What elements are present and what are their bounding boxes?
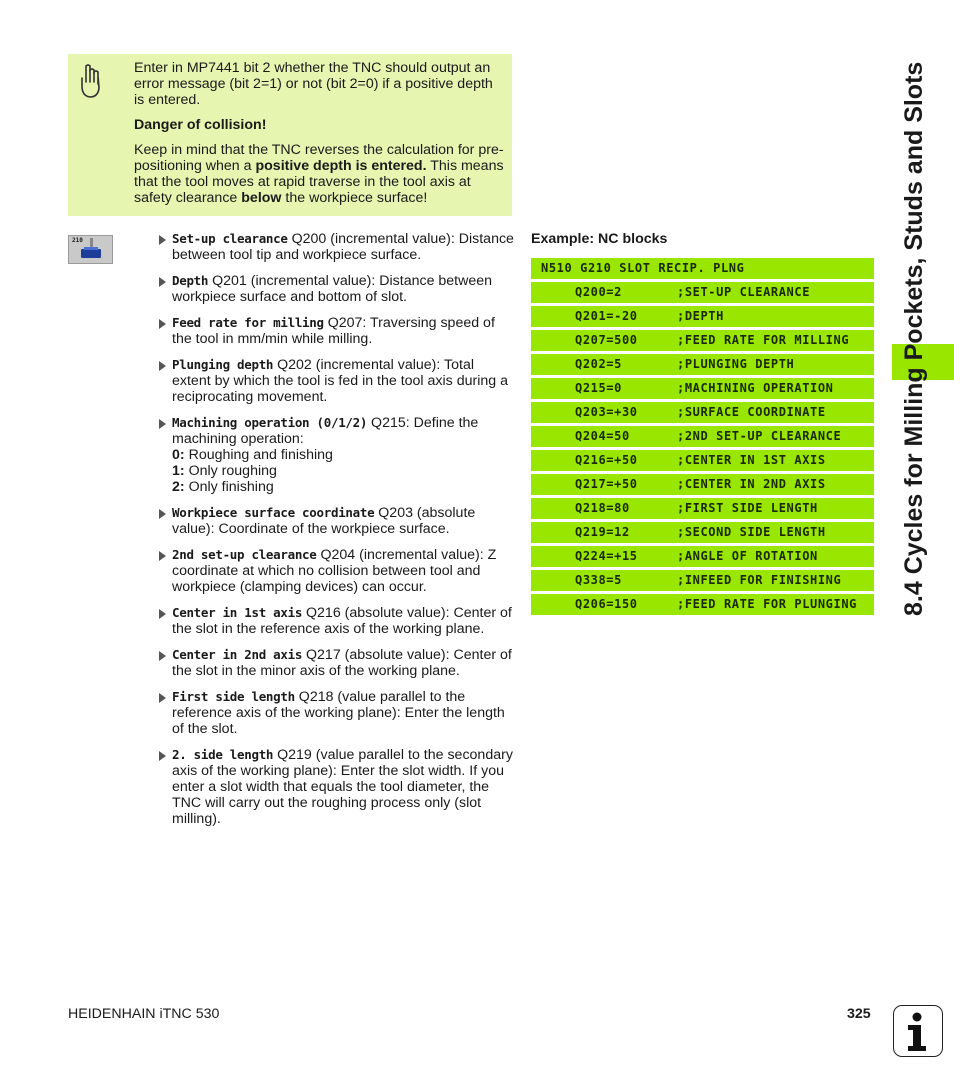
parameter-code: Depth [172, 273, 209, 288]
nc-param: Q224=+15 [575, 549, 638, 563]
nc-param: Q216=+50 [575, 453, 638, 467]
parameter-code: Center in 1st axis [172, 605, 303, 620]
nc-param: Q215=0 [575, 381, 622, 395]
option-label: Only roughing [184, 463, 277, 479]
nc-param: Q207=500 [575, 333, 638, 347]
arrow-right-icon [159, 551, 166, 561]
nc-row [531, 354, 874, 375]
nc-comment: ;SET-UP CLEARANCE [677, 285, 811, 299]
nc-param: Q201=-20 [575, 309, 638, 323]
nc-comment: ;SURFACE COORDINATE [677, 405, 826, 419]
section-title [893, 50, 935, 616]
nc-comment: ;CENTER IN 1ST AXIS [677, 453, 826, 467]
parameter-item [158, 273, 514, 305]
nc-param: Q217=+50 [575, 477, 638, 491]
nc-comment: ;SECOND SIDE LENGTH [677, 525, 826, 539]
nc-row [531, 330, 874, 351]
parameter-description: Q200 (incremental value): Distance between tool tip and workpiece surface. [172, 231, 514, 263]
parameter-description: Q201 (incremental value): Distance between workpiece surface and bottom of slot. [172, 273, 493, 305]
nc-comment: ;INFEED FOR FINISHING [677, 573, 842, 587]
page-number: 325 [847, 1006, 871, 1022]
parameter-description: Q202 (incremental value): Total extent by which the tool is fed in the tool axis during a reciprocating movement. [172, 357, 508, 405]
nc-header-text: N510 G210 SLOT RECIP. PLNG [541, 261, 745, 275]
nc-row [531, 402, 874, 423]
nc-row [531, 570, 874, 591]
parameter-item [158, 647, 514, 679]
section-title-text: 8.4 Cycles for Milling Pockets, Studs and Slots [900, 61, 928, 616]
nc-row [531, 450, 874, 471]
parameter-description: Q218 (value parallel to the reference axis of the working plane): Enter the length of the slot. [172, 689, 505, 737]
nc-row [531, 594, 874, 615]
parameter-item [158, 547, 514, 595]
nc-comment: ;FEED RATE FOR MILLING [677, 333, 850, 347]
parameter-item [158, 689, 514, 737]
arrow-right-icon [159, 235, 166, 245]
hand-pointing-icon [76, 64, 104, 100]
nc-comment: ;PLUNGING DEPTH [677, 357, 795, 371]
parameter-description: Q219 (value parallel to the secondary axis of the working plane): Enter the slot width. If you enter a slot width that equals the tool diameter, the TNC will carry out the roughing process only (slot milling). [172, 747, 513, 827]
nc-param: Q204=50 [575, 429, 630, 443]
option-key: 1: [172, 463, 185, 479]
note-text [134, 60, 506, 215]
softkey-label: 210 [72, 237, 83, 244]
parameter-code: Feed rate for milling [172, 315, 324, 330]
nc-param: Q203=+30 [575, 405, 638, 419]
parameter-description: Q216 (absolute value): Center of the slot in the reference axis of the working plane. [172, 605, 512, 637]
note-paragraph: Keep in mind that the TNC reverses the calculation for pre-positioning when a positive depth is entered. This means that the tool moves at rapid traverse in the tool axis at safety clearance below the workpiece surface! [134, 142, 504, 206]
nc-block-table [531, 258, 874, 618]
nc-row [531, 498, 874, 519]
nc-param: Q219=12 [575, 525, 630, 539]
option-key: 0: [172, 447, 185, 463]
nc-param: Q338=5 [575, 573, 622, 587]
parameter-code: Center in 2nd axis [172, 647, 303, 662]
arrow-right-icon [159, 751, 166, 761]
parameter-item [158, 357, 514, 405]
nc-param: Q218=80 [575, 501, 630, 515]
footer-manual: HEIDENHAIN iTNC 530 [68, 1006, 220, 1022]
option-key: 2: [172, 479, 185, 495]
arrow-right-icon [159, 609, 166, 619]
nc-comment: ;CENTER IN 2ND AXIS [677, 477, 826, 491]
nc-row [531, 282, 874, 303]
parameter-description: Q204 (incremental value): Z coordinate at which no collision between tool and workpiece (clamping devices) can occur. [172, 547, 497, 595]
info-icon [893, 1005, 943, 1057]
example-title: Example: NC blocks [531, 231, 668, 247]
parameter-code: Workpiece surface coordinate [172, 505, 375, 520]
parameter-code: 2. side length [172, 747, 274, 762]
arrow-right-icon [159, 419, 166, 429]
note-paragraph: Enter in MP7441 bit 2 whether the TNC should output an error message (bit 2=1) or not (bit 2=0) if a positive depth is entered. [134, 60, 493, 108]
parameter-code: 2nd set-up clearance [172, 547, 317, 562]
slot-cycle-icon [68, 235, 113, 264]
parameter-item [158, 505, 514, 537]
cycle-softkey[interactable] [68, 235, 113, 264]
nc-row [531, 426, 874, 447]
parameter-description: Q203 (absolute value): Coordinate of the workpiece surface. [172, 505, 476, 537]
arrow-right-icon [159, 361, 166, 371]
nc-comment: ;FEED RATE FOR PLUNGING [677, 597, 857, 611]
nc-param: Q202=5 [575, 357, 622, 371]
nc-row [531, 378, 874, 399]
arrow-right-icon [159, 319, 166, 329]
arrow-right-icon [159, 651, 166, 661]
parameter-description: Q215: Define the machining operation: [172, 415, 479, 447]
collision-warning-heading: Danger of collision! [134, 117, 267, 133]
parameter-item [158, 605, 514, 637]
parameter-description: Q207: Traversing speed of the tool in mm/min while milling. [172, 315, 495, 347]
parameter-item [158, 315, 514, 347]
nc-row [531, 306, 874, 327]
parameter-item [158, 747, 514, 827]
nc-comment: ;FIRST SIDE LENGTH [677, 501, 818, 515]
parameter-description: Q217 (absolute value): Center of the slot in the minor axis of the working plane. [172, 647, 512, 679]
parameter-code: Machining operation (0/1/2) [172, 415, 368, 430]
arrow-right-icon [159, 277, 166, 287]
nc-comment: ;ANGLE OF ROTATION [677, 549, 818, 563]
nc-row [531, 546, 874, 567]
option-label: Only finishing [184, 479, 274, 495]
nc-param: Q206=150 [575, 597, 638, 611]
parameter-code: Set-up clearance [172, 231, 288, 246]
option-label: Roughing and finishing [184, 447, 333, 463]
arrow-right-icon [159, 693, 166, 703]
parameter-code: Plunging depth [172, 357, 274, 372]
nc-comment: ;DEPTH [677, 309, 724, 323]
parameter-list [158, 231, 514, 837]
nc-row [531, 474, 874, 495]
nc-comment: ;2ND SET-UP CLEARANCE [677, 429, 842, 443]
arrow-right-icon [159, 509, 166, 519]
nc-row [531, 522, 874, 543]
parameter-item [158, 415, 514, 495]
parameter-item [158, 231, 514, 263]
nc-param: Q200=2 [575, 285, 622, 299]
parameter-code: First side length [172, 689, 295, 704]
nc-comment: ;MACHINING OPERATION [677, 381, 834, 395]
nc-header-row [531, 258, 874, 279]
